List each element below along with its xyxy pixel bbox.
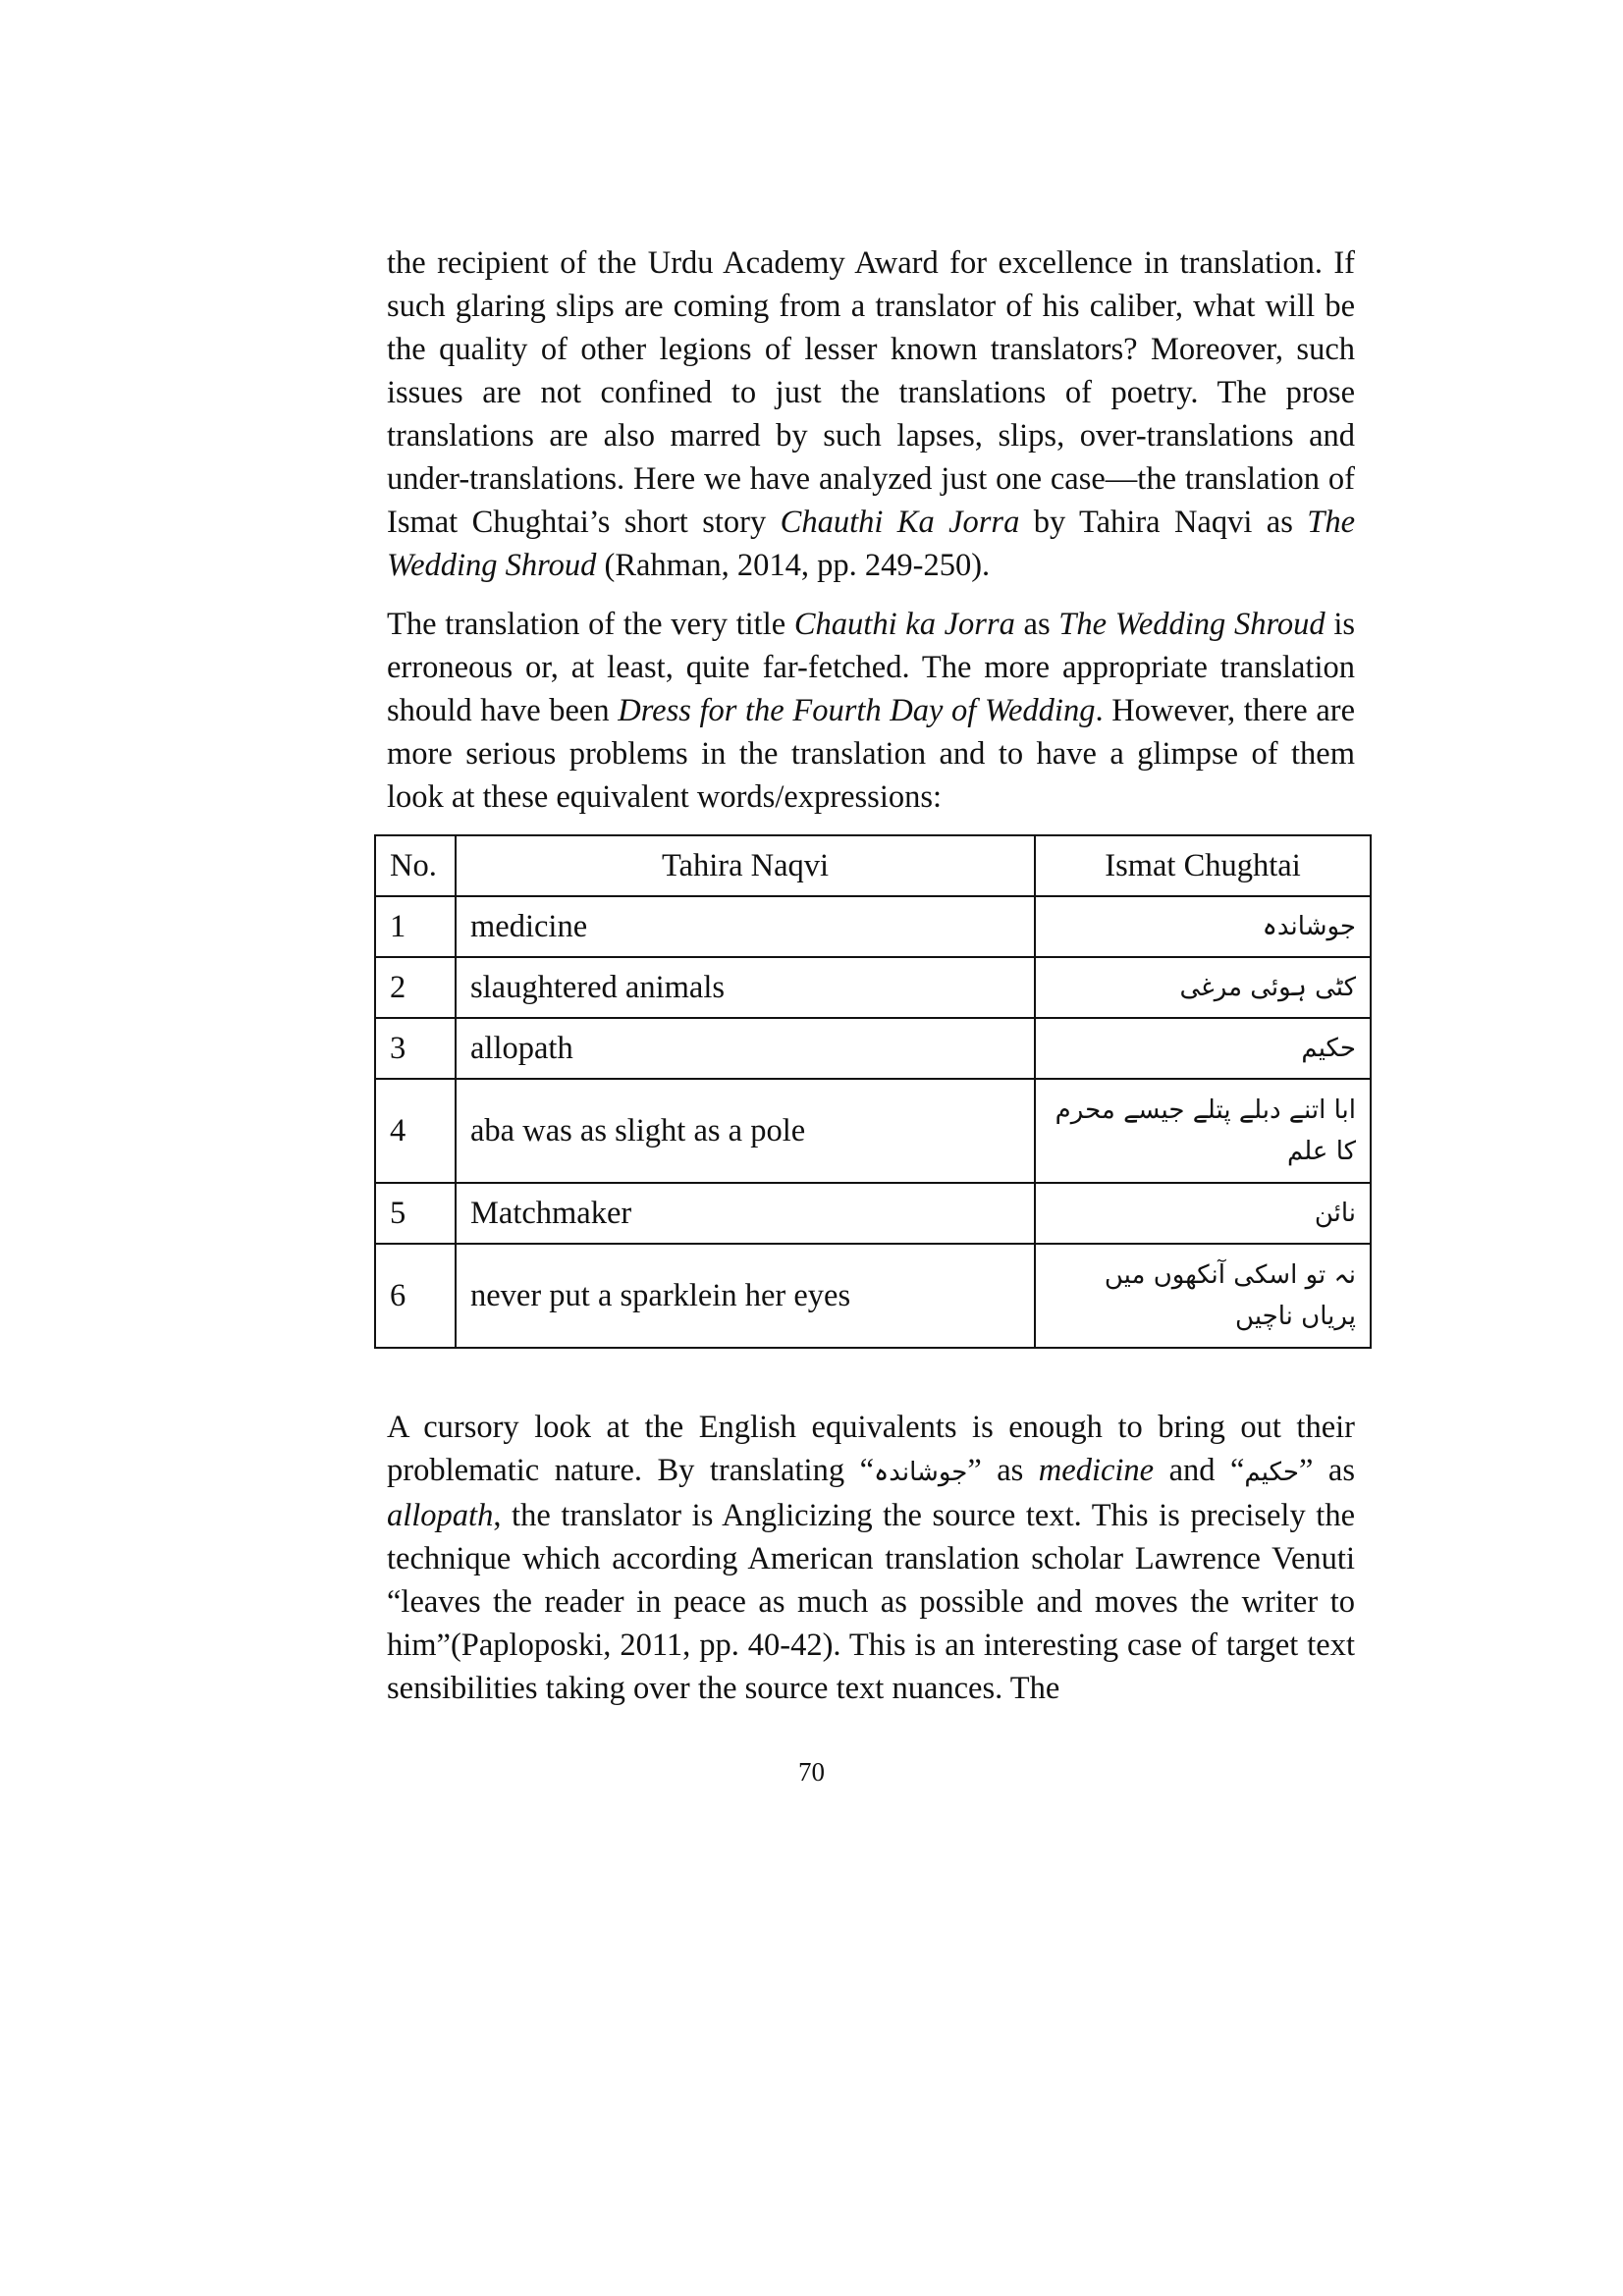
paragraph-1 [387,241,1355,587]
paragraph-2-text-3: is erroneous or, at least, quite far-fetched. The more appropriate translation should have been [387,607,1355,728]
table-row [375,1018,1371,1079]
urdu-original: جوشاندہ [1035,896,1371,957]
urdu-original: نہ تو اسکی آنکھوں میں پریاں ناچیں [1035,1244,1371,1348]
paragraph-2-text: The translation of the very title [387,607,794,642]
comparison-table [374,834,1372,1349]
page-number: 70 [798,1757,825,1787]
header-no: No. [375,835,456,896]
table-header-row [375,835,1371,896]
urdu-original: حکیم [1035,1018,1371,1079]
term-medicine-italic: medicine [1038,1453,1155,1488]
paragraph-3-text-3: and “ [1154,1453,1245,1488]
row-number: 2 [375,957,456,1018]
story-title-italic: Chauthi Ka Jorra [780,505,1020,540]
english-equivalent: Matchmaker [456,1183,1035,1244]
paragraph-2-text-2: as [1014,607,1059,642]
comparison-table-wrap [374,834,1372,1349]
table-row [375,1079,1371,1183]
row-number: 3 [375,1018,456,1079]
urdu-original: ابا اتنے دبلے پتلے جیسے محرم کا علم [1035,1079,1371,1183]
table-row [375,896,1371,957]
story-title-italic-2: Chauthi ka Jorra [793,607,1015,642]
translation-title-italic: The Wedding Shroud [387,505,1356,583]
paragraph-3-text-4: ” as [1299,1453,1355,1488]
paragraph-3-text-2: ” as [967,1453,1039,1488]
term-allopath-italic: allopath [387,1498,494,1533]
translation-title-italic-2: The Wedding Shroud [1058,607,1325,642]
urdu-term-joshanda: جوشاندہ [874,1458,968,1487]
paragraph-1-text: the recipient of the Urdu Academy Award for excellence in translation. If such glaring slips are coming from a translator of his caliber, what will be the quality of other legions of lesser known translators? Moreover, such issues are not confined to just the translations of poetry. The prose translations are also marred by such lapses, slips, over-translations and under-translations. Here we have analyzed just one case—the translation of Ismat Chughtai’s short story [387,245,1355,540]
table-row [375,957,1371,1018]
row-number: 4 [375,1079,456,1183]
english-equivalent: allopath [456,1018,1035,1079]
paragraph-3-text-5: , the translator is Anglicizing the source text. This is precisely the technique which according American translation scholar Lawrence Venuti “leaves the reader in peace as much as possible and moves the writer to him”(Paploposki, 2011, pp. 40-42). This is an interesting case of target text sensibilities taking over the source text nuances. The [387,1498,1355,1706]
table-row [375,1183,1371,1244]
english-equivalent: aba was as slight as a pole [456,1079,1035,1183]
suggested-title-italic: Dress for the Fourth Day of Wedding [618,693,1096,728]
header-tahira-naqvi: Tahira Naqvi [456,835,1035,896]
urdu-original: نائن [1035,1183,1371,1244]
english-equivalent: medicine [456,896,1035,957]
urdu-term-hakeem: حکیم [1244,1458,1300,1487]
paragraph-2-text-4: . However, there are more serious problems in the translation and to have a glimpse of them look at these equivalent words/expressions: [387,693,1355,815]
paragraph-3 [387,1406,1355,1710]
row-number: 6 [375,1244,456,1348]
table-row [375,1244,1371,1348]
paragraph-1-citation: (Rahman, 2014, pp. 249-250). [596,548,991,583]
paragraph-2 [387,603,1355,819]
row-number: 1 [375,896,456,957]
page-body [387,241,1355,1710]
paragraph-3-text: A cursory look at the English equivalents is enough to bring out their problematic nature. By translating “ [387,1410,1355,1488]
urdu-original: کٹی ہوئی مرغی [1035,957,1371,1018]
row-number: 5 [375,1183,456,1244]
header-ismat-chughtai: Ismat Chughtai [1035,835,1371,896]
paragraph-1-text-2: by Tahira Naqvi as [1019,505,1308,540]
english-equivalent: never put a sparklein her eyes [456,1244,1035,1348]
english-equivalent: slaughtered animals [456,957,1035,1018]
